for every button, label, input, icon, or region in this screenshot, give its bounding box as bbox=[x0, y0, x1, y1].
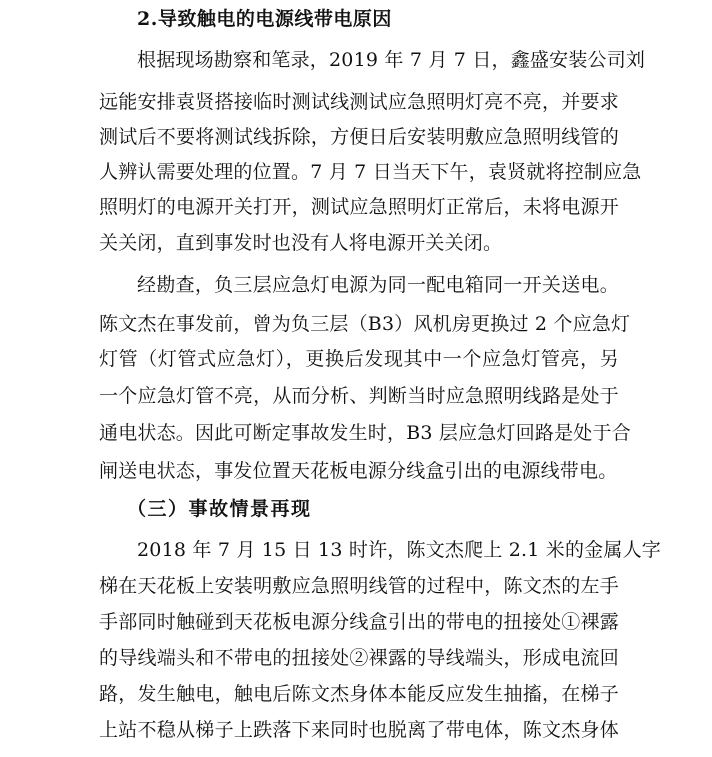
paragraph-line: 关关闭，直到事发时也没有人将电源开关关闭。 bbox=[99, 232, 503, 254]
paragraph-line: 上站不稳从梯子上跌落下来同时也脱离了带电体，陈文杰身体 bbox=[99, 719, 619, 741]
paragraph-line: 闸送电状态，事发位置天花板电源分线盒引出的电源线带电。 bbox=[99, 460, 618, 482]
paragraph-line: 手部同时触碰到天花板电源分线盒引出的带电的扭接处①裸露 bbox=[99, 611, 619, 633]
paragraph-line: 经勘查，负三层应急灯电源为同一配电箱同一开关送电。 bbox=[137, 274, 619, 296]
paragraph-line: 路，发生触电，触电后陈文杰身体本能反应发生抽搐，在梯子 bbox=[99, 683, 619, 705]
paragraph-line: 照明灯的电源开关打开，测试应急照明灯正常后，未将电源开 bbox=[99, 196, 619, 218]
paragraph-line: 梯在天花板上安装明敷应急照明线管的过程中，陈文杰的左手 bbox=[99, 575, 619, 597]
paragraph-line: 2018 年 7 月 15 日 13 时许，陈文杰爬上 2.1 米的金属人字 bbox=[137, 539, 661, 561]
paragraph-line: 灯管（灯管式应急灯），更换后发现其中一个应急灯管亮，另 bbox=[99, 348, 619, 370]
section-heading-cause: 2.导致触电的电源线带电原因 bbox=[137, 8, 392, 30]
paragraph-line: 陈文杰在事发前，曾为负三层（B3）风机房更换过 2 个应急灯 bbox=[99, 313, 631, 335]
section-heading-scenario: （三）事故情景再现 bbox=[127, 498, 312, 520]
paragraph-line: 一个应急灯管不亮，从而分析、判断当时应急照明线路是处于 bbox=[99, 385, 619, 407]
paragraph-line: 测试后不要将测试线拆除，方便日后安装明敷应急照明线管的 bbox=[99, 126, 619, 148]
paragraph-line: 通电状态。因此可断定事故发生时，B3 层应急灯回路是处于合 bbox=[99, 422, 631, 444]
paragraph-line: 的导线端头和不带电的扭接处②裸露的导线端头，形成电流回 bbox=[99, 647, 619, 669]
paragraph-line: 人辨认需要处理的位置。7 月 7 日当天下午，袁贤就将控制应急 bbox=[99, 161, 642, 183]
paragraph-line: 远能安排袁贤搭接临时测试线测试应急照明灯亮不亮，并要求 bbox=[99, 91, 619, 113]
paragraph-line: 根据现场勘察和笔录，2019 年 7 月 7 日，鑫盛安装公司刘 bbox=[137, 49, 646, 71]
